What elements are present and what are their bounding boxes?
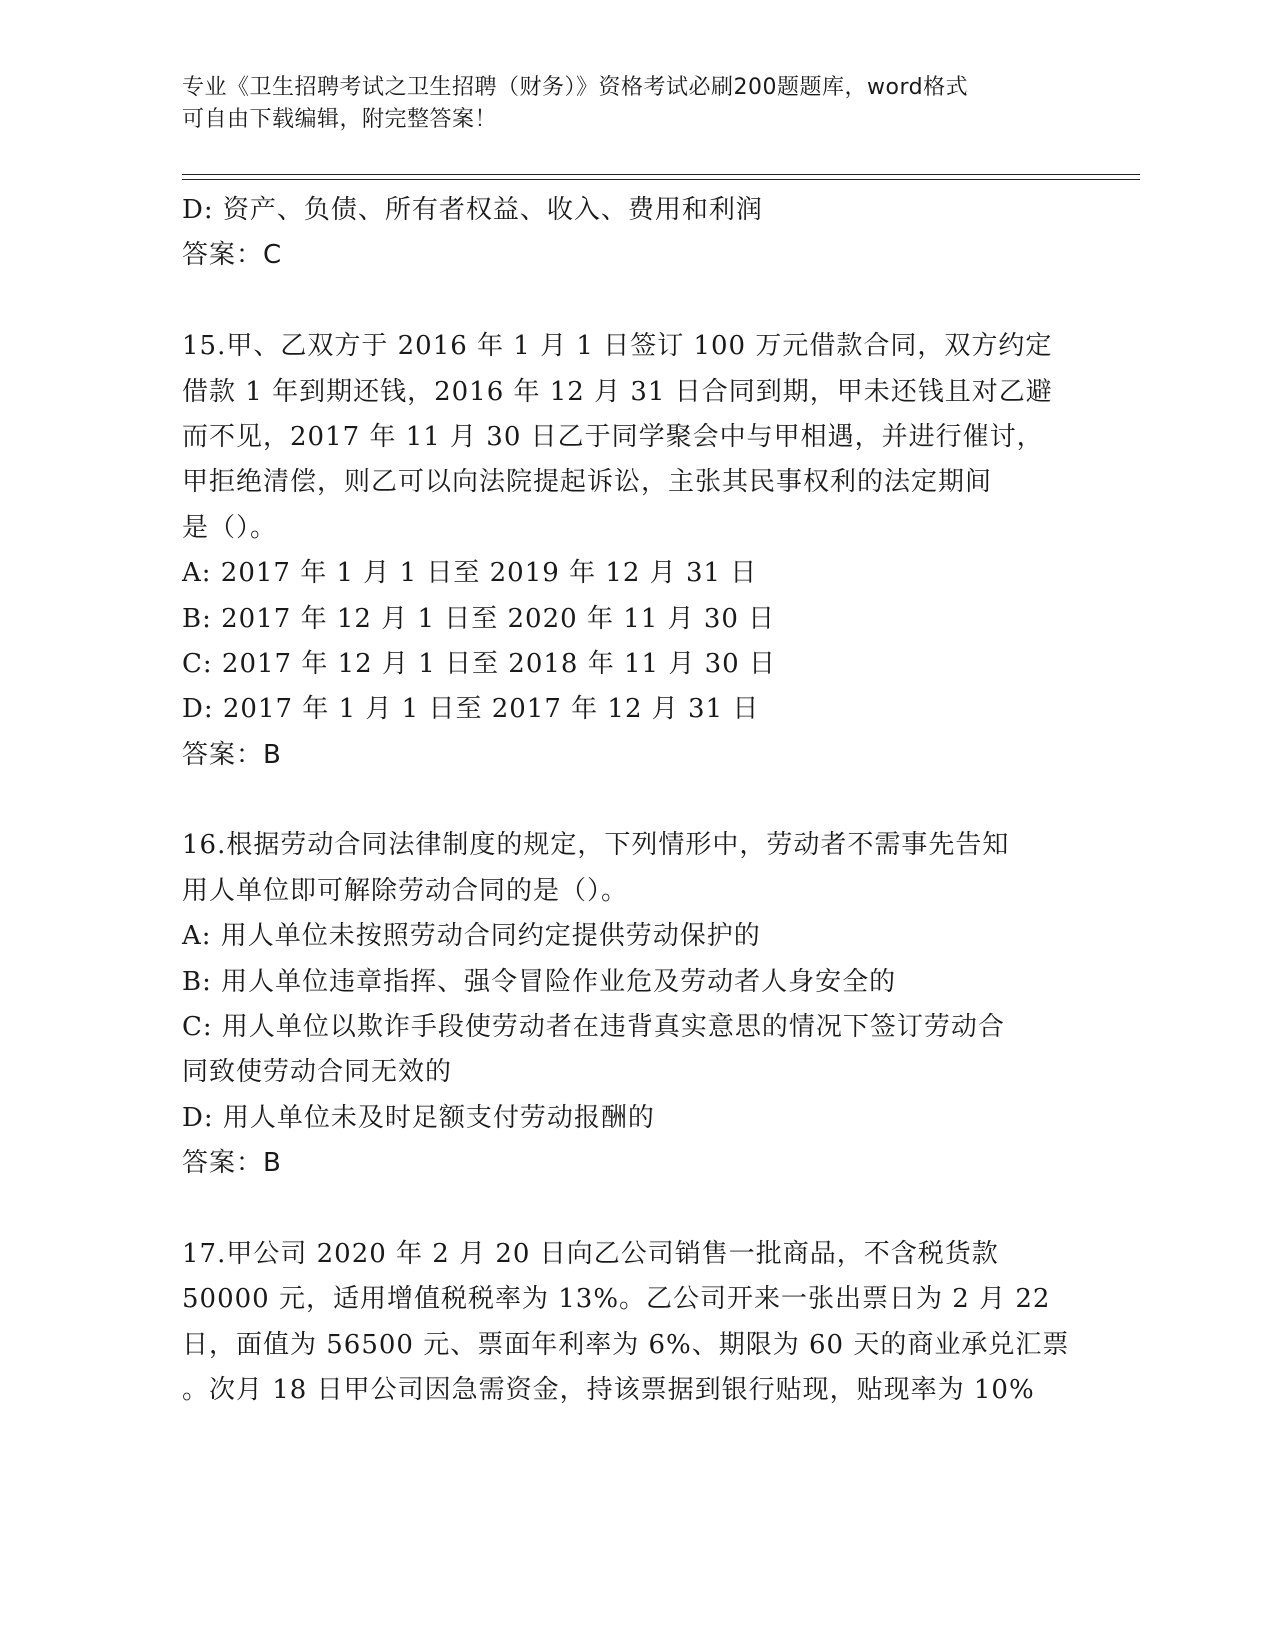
q15-stem-line: 甲拒绝清偿，则乙可以向法院提起诉讼，主张其民事权利的法定期间	[182, 467, 993, 498]
header-line-1: 专业《卫生招聘考试之卫生招聘（财务）》资格考试必刷200题题库，word格式	[182, 75, 969, 100]
q14-answer: 答案：C	[182, 240, 283, 271]
q16-option-a: A: 用人单位未按照劳动合同约定提供劳动保护的	[182, 921, 761, 952]
q15-option-c: C: 2017 年 12 月 1 日至 2018 年 11 月 30 日	[182, 648, 776, 679]
q15-stem-line: 借款 1 年到期还钱，2016 年 12 月 31 日合同到期，甲未还钱且对乙避	[182, 376, 1053, 407]
q15-answer: 答案：B	[182, 739, 282, 770]
q15-option-a: A: 2017 年 1 月 1 日至 2019 年 12 月 31 日	[182, 558, 758, 589]
header-divider	[182, 174, 1140, 180]
q17-stem-line: 。次月 18 日甲公司因急需资金，持该票据到银行贴现，贴现率为 10%	[182, 1375, 1035, 1406]
spacer	[182, 778, 1072, 823]
q16-answer: 答案：B	[182, 1148, 282, 1179]
q16-option-c-continued: 同致使劳动合同无效的	[182, 1057, 453, 1088]
header-line-2: 可自由下载编辑，附完整答案！	[182, 107, 498, 132]
spacer	[182, 279, 1072, 324]
spacer	[182, 1187, 1072, 1232]
q15-stem-line: 是（）。	[182, 512, 278, 543]
document-body	[182, 188, 1072, 1414]
q16-stem-line: 16.根据劳动合同法律制度的规定，下列情形中，劳动者不需事先告知	[182, 830, 1010, 861]
q17-stem-line: 50000 元，适用增值税税率为 13%。乙公司开来一张出票日为 2 月 22	[182, 1284, 1051, 1315]
q16-option-b: B: 用人单位违章指挥、强令冒险作业危及劳动者人身安全的	[182, 966, 897, 997]
q16-option-d: D: 用人单位未及时足额支付劳动报酬的	[182, 1102, 655, 1133]
q15-option-d: D: 2017 年 1 月 1 日至 2017 年 12 月 31 日	[182, 694, 760, 725]
page-header	[182, 72, 1062, 136]
q14-option-d: D: 资产、负债、所有者权益、收入、费用和利润	[182, 195, 763, 225]
q17-stem-line: 日，面值为 56500 元、票面年利率为 6%、期限为 60 天的商业承兑汇票	[182, 1329, 1070, 1360]
q15-stem-line: 15.甲、乙双方于 2016 年 1 月 1 日签订 100 万元借款合同，双方约定	[182, 331, 1053, 362]
q16-option-c: C: 用人单位以欺诈手段使劳动者在违背真实意思的情况下签订劳动合	[182, 1012, 1005, 1043]
q15-option-b: B: 2017 年 12 月 1 日至 2020 年 11 月 30 日	[182, 603, 776, 634]
q15-stem-line: 而不见，2017 年 11 月 30 日乙于同学聚会中与甲相遇，并进行催讨，	[182, 421, 1044, 452]
q17-stem-line: 17.甲公司 2020 年 2 月 20 日向乙公司销售一批商品，不含税货款	[182, 1238, 999, 1269]
q16-stem-line: 用人单位即可解除劳动合同的是（）。	[182, 875, 629, 906]
